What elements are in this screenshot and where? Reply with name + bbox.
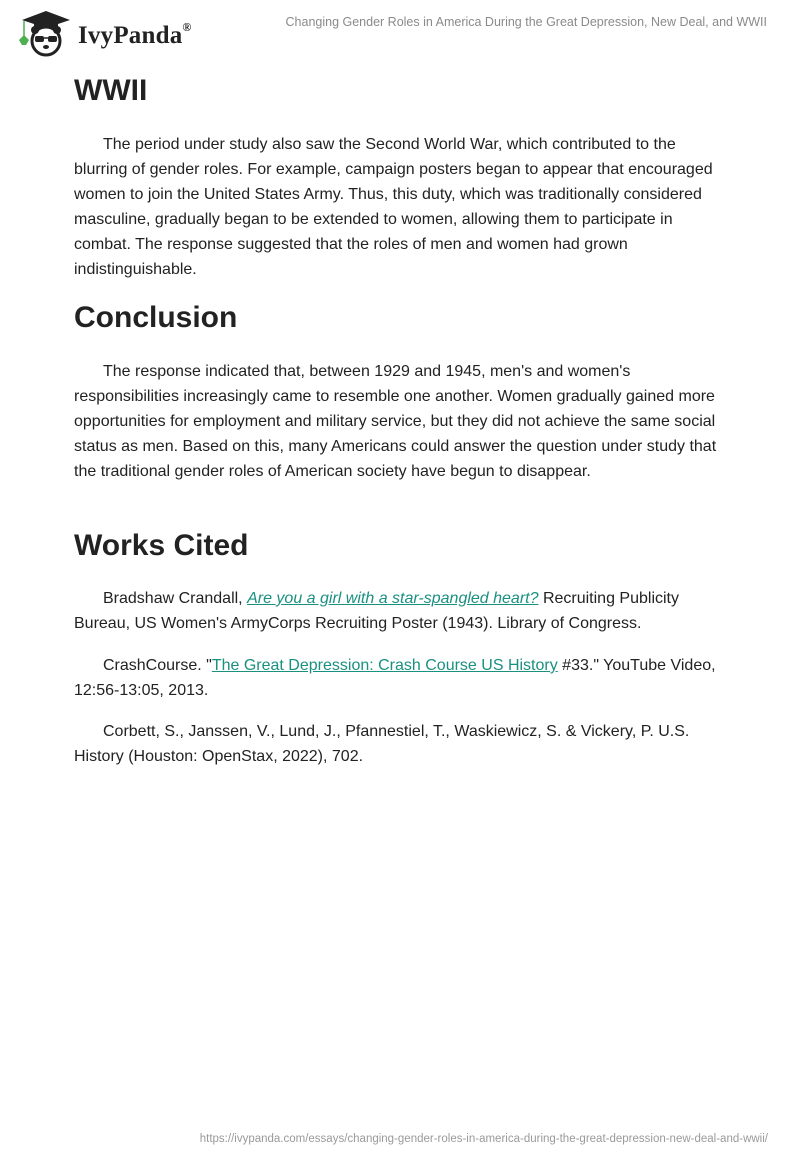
ivypanda-logo[interactable] [16,8,192,58]
brand-name: IvyPanda® [78,20,192,49]
heading-works-cited: Works Cited [74,529,249,562]
citation-text: #33." YouTube Video, 12:56-13:05, 2013. [74,657,716,699]
panda-graduate-icon [16,8,74,58]
citation-text: Bradshaw Crandall, [103,590,248,607]
page-header [0,0,800,60]
paragraph-conclusion: The response indicated that, between 1929 and 1945, men's and women's responsibilities increasingly came to resemble one another. Women gradually gained more opportunities for employment and military service, but they did not achieve the same social status as men. Based on this, many Americans could answer the question under study that the traditional gender roles of American society have begun to disappear. [74,363,717,480]
citation-text: CrashCourse. " [103,657,212,674]
document-title: Changing Gender Roles in America During the Great Depression, New Deal, and WWII [285,15,767,29]
heading-wwii: WWII [74,74,148,107]
citation-crandall [74,586,729,636]
citation-link-poster[interactable]: Are you a girl with a star-spangled heart? [247,590,539,607]
citation-link-video[interactable]: The Great Depression: Crash Course US History [211,657,558,674]
heading-conclusion: Conclusion [74,301,238,334]
paragraph-wwii: The period under study also saw the Second World War, which contributed to the blurring of gender roles. For example, campaign posters began to appear that encouraged women to join the United States Army. Thus, this duty, which was traditionally considered masculine, gradually began to be extended to women, allowing them to participate in combat. The response suggested that the roles of men and women had grown indistinguishable. [74,136,713,278]
source-url: https://ivypanda.com/essays/changing-gender-roles-in-america-during-the-great-depression-new-deal-and-wwii/ [199,1133,768,1145]
citation-text: Recruiting Publicity Bureau, US Women's ArmyCorps Recruiting Poster (1943). Library of Congress. [74,590,679,632]
citation-corbett: Corbett, S., Janssen, V., Lund, J., Pfannestiel, T., Waskiewicz, S. & Vickery, P. U.S. History (Houston: OpenStax, 2022), 702. [74,723,690,765]
citation-crashcourse [74,653,729,703]
